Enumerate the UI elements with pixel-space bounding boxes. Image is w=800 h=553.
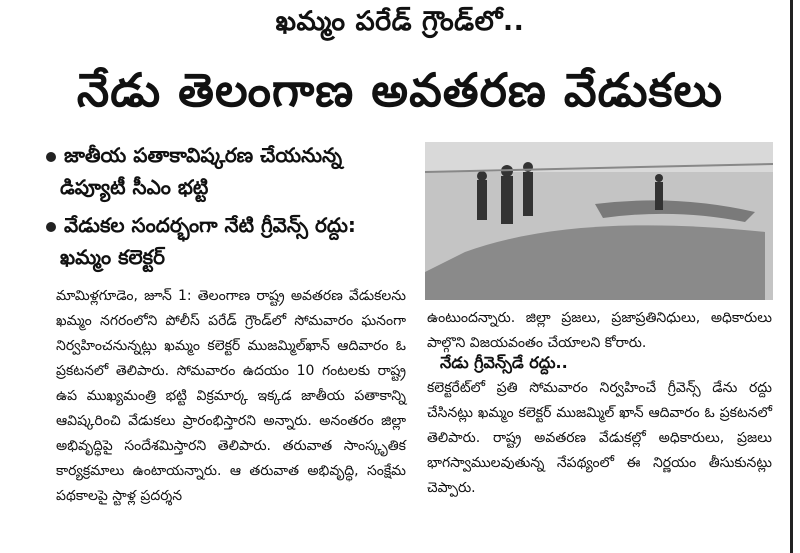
body-text-right-2: కలెక్టరేట్‌లో ప్రతి సోమవారం నిర్వహించే గ్రీవెన్స్ డేను రద్దు చేసినట్లు ఖమ్మం కలెక్టర్ ముజమ్మిల్ ఖాన్ ఆదివారం ఓ ప్రకటనలో తెలిపారు. రాష్ట్ర అవతరణ వేడుకల్లో అధికారులు, ప్రజలు భాగస్వాములవుతున్న నేపథ్యంలో ఈ నిర్ణయం తీసుకునట్లు చెప్పారు. — [427, 380, 772, 496]
bullet-1-line1: జాతీయ పతాకావిష్కరణ చేయనున్న — [64, 143, 343, 167]
bullet-dot-icon — [46, 222, 56, 232]
bullet-2-line1: వేడుకల సందర్భంగా నేటి గ్రీవెన్స్ రద్దు: — [64, 213, 356, 237]
grievance-subhead: నేడు గ్రీవెన్స్‌డే రద్దు.. — [440, 353, 568, 372]
bullet-1-line2: డిప్యూటీ సీఎం భట్టి — [60, 175, 209, 199]
body-text-left: మామిళ్లగూడెం, జూన్ 1: తెలంగాణ రాష్ట్ర అవతరణ వేడుకలను ఖమ్మం నగరంలోని పోలీస్ పరేడ్ గ్రౌండ్‌లో సోమవారం ఘనంగా నిర్వహించనున్నట్లు ఖమ్మం కలెక్టర్ ముజమ్మిల్‌ఖాన్ ఆదివారం ఓ ప్రకటనలో తెలిపారు. సోమవారం ఉదయం 10 గంటలకు రాష్ట్ర ఉప ముఖ్యమంత్రి భట్టి విక్రమార్క ఇక్కడ జాతీయ పతాకాన్ని ఆవిష్కరించి వేడుకలు ప్రారంభిస్తారని అన్నారు. అనంతరం జిల్లా అభివృద్ధిపై సందేశమిస్తారని తెలిపారు. తరువాత సాంస్కృతిక కార్యక్రమాలు ఉంటాయన్నారు. ఆ తరువాత అభివృద్ధి, సంక్షేమ పథకాలపై స్టాళ్ల ప్రదర్శన — [56, 288, 406, 504]
body-text-right-1: ఉంటుందన్నారు. జిల్లా ప్రజలు, ప్రజాప్రతినిధులు, అధికారులు పాల్గొని విజయవంతం చేయాలని కోరారు. — [427, 310, 772, 351]
article-kicker: ఖమ్మం పరేడ్ గ్రౌండ్‌లో.. — [275, 6, 525, 37]
bullet-dot-icon — [46, 152, 56, 162]
page-edge-divider — [790, 0, 793, 553]
bullet-2 — [46, 210, 416, 240]
bullet-1 — [46, 140, 416, 170]
article-headline: నేడు తెలంగాణ అవతరణ వేడుకలు — [76, 63, 724, 117]
parade-ground-photo — [425, 142, 773, 300]
bullet-2-line2: ఖమ్మం కలెక్టర్ — [60, 245, 165, 269]
photo-illustration — [425, 142, 773, 300]
